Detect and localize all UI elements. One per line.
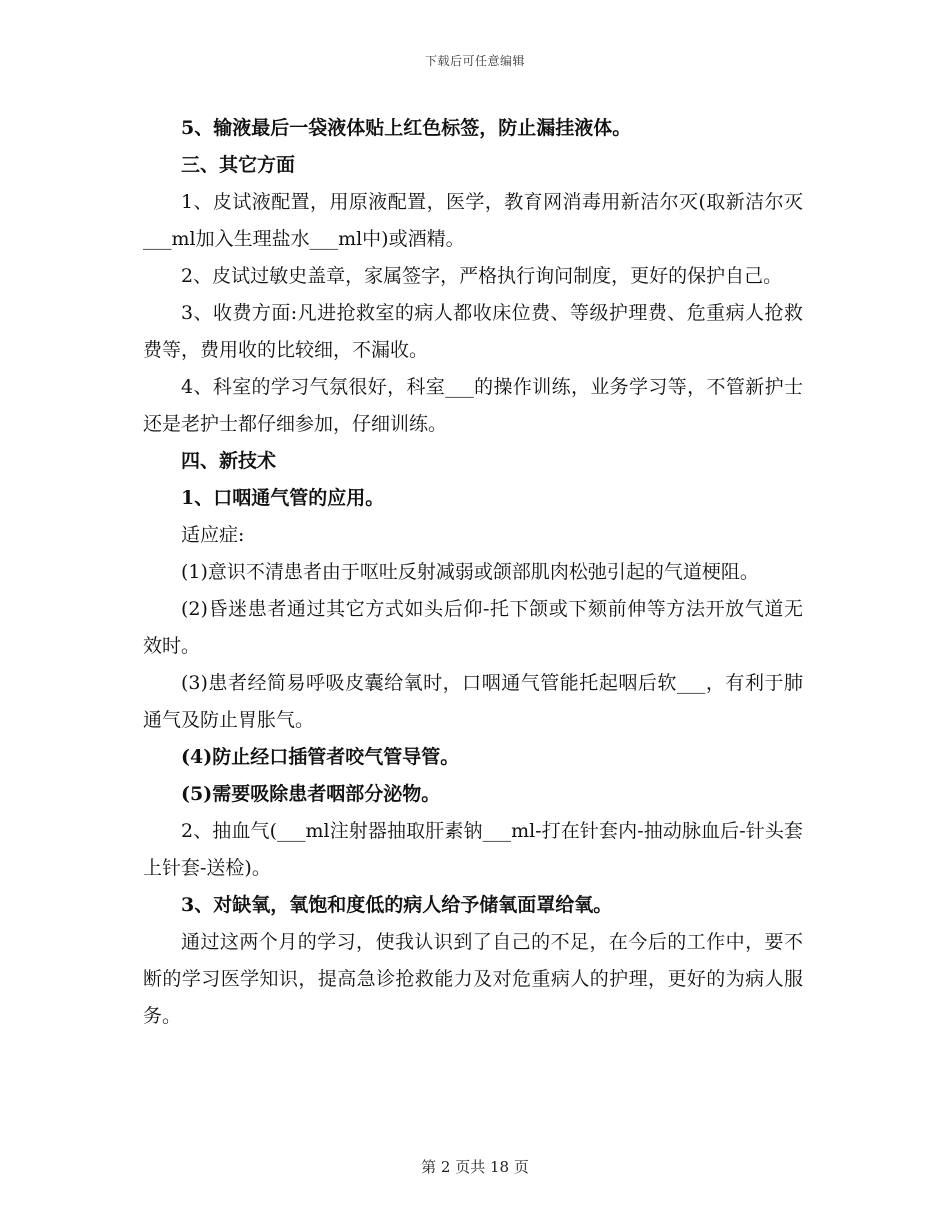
paragraph-study-atmosphere: 4、科室的学习气氛很好，科室___的操作训练，业务学习等，不管新护士还是老护士都仔细参加，仔细训练。 <box>143 376 803 435</box>
paragraph-oxygen-mask: 3、对缺氧，氧饱和度低的病人给予储氧面罩给氧。 <box>181 894 613 916</box>
paragraph-indications: 适应症: <box>181 524 245 546</box>
section-heading-other: 三、其它方面 <box>181 154 296 176</box>
paragraph-blood-gas: 2、抽血气(___ml注射器抽取肝素钠___ml-打在针套内-抽动脉血后-针头套上针套-送检)。 <box>143 820 803 879</box>
paragraph-indication-1: (1)意识不清患者由于呕吐反射减弱或颌部肌肉松弛引起的气道梗阻。 <box>181 561 759 583</box>
paragraph-indication-2: (2)昏迷患者通过其它方式如头后仰-托下颌或下颏前伸等方法开放气道无效时。 <box>143 598 803 657</box>
paragraph-conclusion: 通过这两个月的学习，使我认识到了自己的不足，在今后的工作中，要不断的学习医学知识，提高急诊抢救能力及对危重病人的护理，更好的为病人服务。 <box>143 931 803 1027</box>
paragraph-red-label: 5、输液最后一袋液体贴上红色标签，防止漏挂液体。 <box>181 117 632 139</box>
paragraph-indication-3: (3)患者经简易呼吸皮囊给氧时，口咽通气管能托起咽后软___，有利于肺通气及防止胃胀气。 <box>143 672 803 731</box>
paragraph-charges: 3、收费方面:凡进抢救室的病人都收床位费、等级护理费、危重病人抢救费等，费用收的比较细，不漏收。 <box>143 302 803 361</box>
page-header: 下载后可任意编辑 <box>424 54 525 68</box>
subheading-oropharyngeal-airway: 1、口咽通气管的应用。 <box>181 487 385 509</box>
document-body <box>143 110 803 1035</box>
section-heading-new-tech: 四、新技术 <box>181 450 277 472</box>
paragraph-indication-5: (5)需要吸除患者咽部分泌物。 <box>181 783 441 805</box>
paragraph-skin-test-solution: 1、皮试液配置，用原液配置，医学，教育网消毒用新洁尔灭(取新洁尔灭___ml加入生理盐水___ml中)或酒精。 <box>143 191 803 250</box>
paragraph-indication-4: (4)防止经口插管者咬气管导管。 <box>181 746 460 768</box>
paragraph-allergy-history: 2、皮试过敏史盖章，家属签字，严格执行询问制度，更好的保护自己。 <box>181 265 783 287</box>
page-footer: 第 2 页共 18 页 <box>421 1158 529 1176</box>
